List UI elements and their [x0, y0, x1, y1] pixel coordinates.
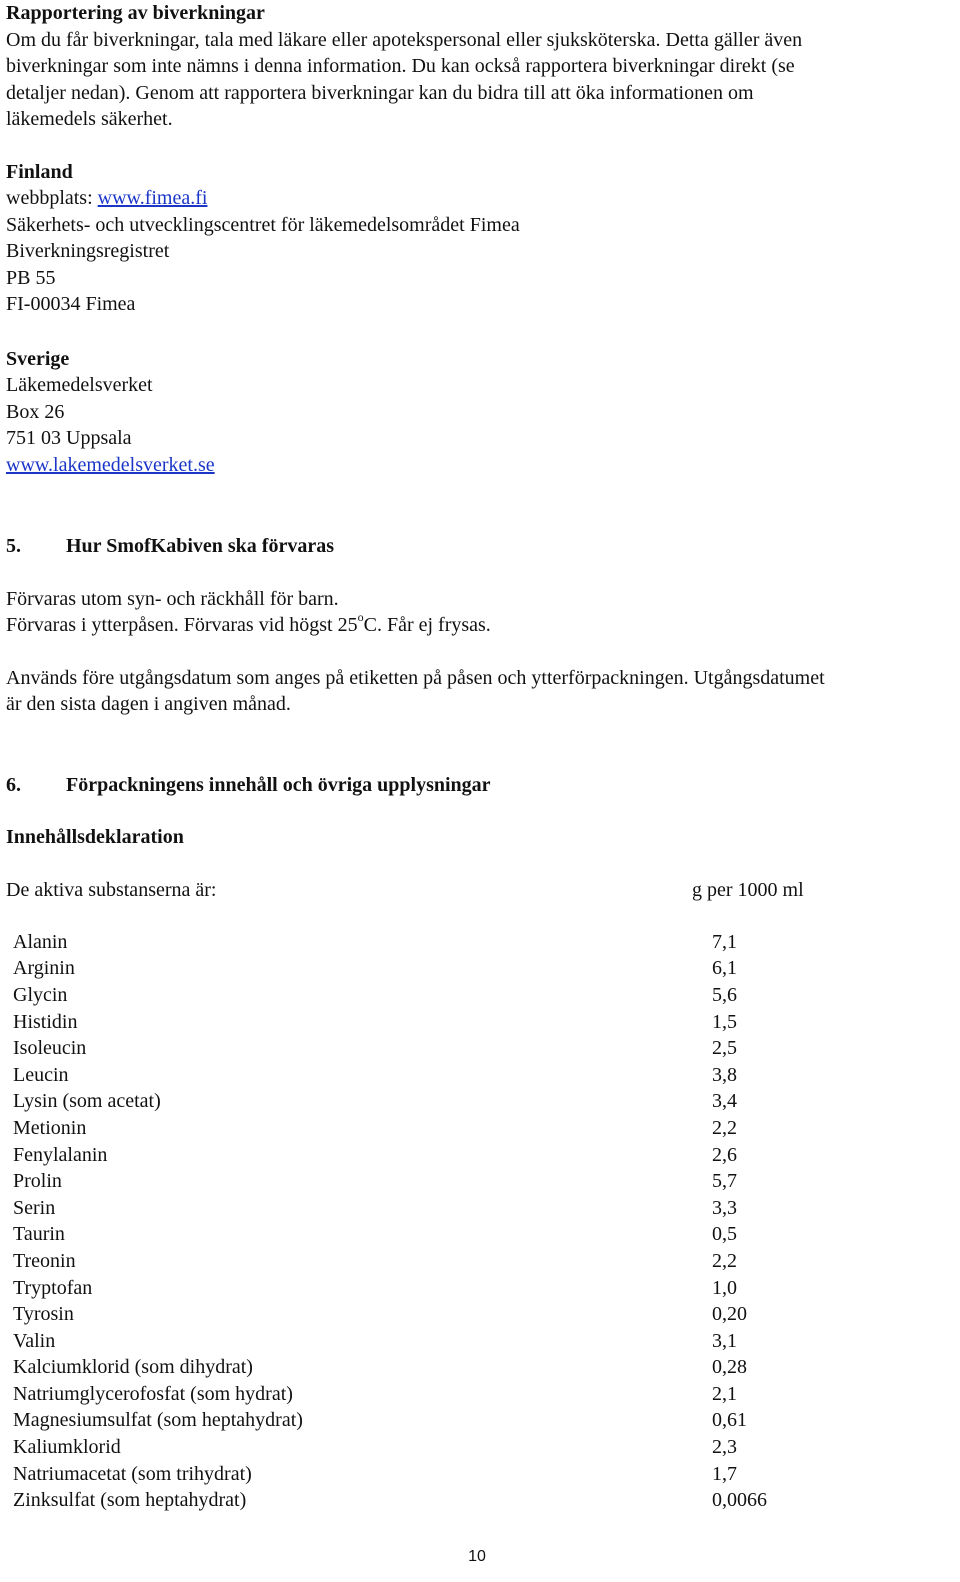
substance-value: 1,0: [712, 1276, 737, 1299]
active-substances-label: De aktiva substanserna är:: [6, 878, 217, 901]
report-line-4: läkemedels säkerhet.: [6, 108, 173, 130]
table-row: [13, 1035, 832, 1062]
section-5-heading: [6, 533, 954, 560]
table-row: [13, 1089, 832, 1116]
substance-name: Serin: [13, 1196, 56, 1219]
finland-address-line: PB 55: [6, 266, 56, 289]
section-6-heading: [6, 772, 954, 799]
table-row: [13, 929, 832, 956]
sverige-address-line: 751 03 Uppsala: [6, 427, 132, 449]
table-row: [13, 1355, 832, 1382]
finland-address-line: Biverkningsregistret: [6, 240, 170, 262]
table-row: [13, 1301, 832, 1328]
table-row: [13, 1142, 832, 1169]
table-row: [13, 956, 832, 983]
substance-name: Zinksulfat (som heptahydrat): [13, 1489, 247, 1512]
section-6-number: 6.: [6, 773, 21, 796]
substance-name: Kaliumklorid: [13, 1436, 121, 1459]
substance-value: 2,2: [712, 1249, 737, 1272]
lakemedelsverket-link[interactable]: www.lakemedelsverket.se: [6, 453, 215, 476]
table-row: [13, 1487, 832, 1514]
substance-value: 3,1: [712, 1329, 737, 1352]
table-row: [13, 1222, 832, 1249]
substance-value: 5,7: [712, 1170, 737, 1193]
section-5-number: 5.: [6, 535, 21, 557]
substance-name: Natriumglycerofosfat (som hydrat): [13, 1382, 293, 1405]
table-row: [13, 1115, 832, 1142]
substance-name: Metionin: [13, 1116, 87, 1139]
table-row: [13, 1195, 832, 1222]
storage-line-2: [6, 612, 954, 639]
substance-name: Histidin: [13, 1010, 78, 1033]
content-declaration-heading: Innehållsdeklaration: [6, 826, 184, 848]
report-line-1: Om du får biverkningar, tala med läkare eller apotekspersonal eller sjuksköterska. Detta gäller även: [6, 28, 803, 51]
table-row: [13, 1168, 832, 1195]
finland-address-line: Säkerhets- och utvecklingscentret för läkemedelsområdet Fimea: [6, 213, 520, 236]
report-line-2: biverkningar som inte nämns i denna information. Du kan också rapportera biverkningar direkt (se: [6, 55, 795, 77]
substance-value: 7,1: [712, 930, 737, 953]
substance-value: 3,8: [712, 1063, 737, 1086]
table-row: [13, 1328, 832, 1355]
sverige-address-line: Läkemedelsverket: [6, 374, 153, 396]
substance-name: Valin: [13, 1329, 56, 1352]
table-row: [13, 1009, 832, 1036]
degree-sup: o: [357, 610, 364, 625]
substance-value: 2,6: [712, 1143, 737, 1166]
finland-heading: Finland: [6, 160, 73, 183]
substance-value: 0,5: [712, 1223, 737, 1246]
substance-value: 0,28: [712, 1356, 747, 1379]
table-row: [13, 1461, 832, 1488]
page-number: 10: [468, 1548, 486, 1565]
substance-value: 3,4: [712, 1090, 737, 1113]
finland-website: [6, 185, 954, 212]
substances-table: [13, 929, 832, 1514]
table-row: [13, 1062, 832, 1089]
table-row: [13, 1408, 832, 1435]
substance-name: Tryptofan: [13, 1276, 93, 1299]
sverige-address-line: Box 26: [6, 400, 65, 423]
substance-value: 0,20: [712, 1303, 747, 1326]
unit-label: g per 1000 ml: [692, 878, 804, 901]
substance-name: Alanin: [13, 930, 68, 953]
substance-name: Tyrosin: [13, 1303, 74, 1326]
substance-name: Isoleucin: [13, 1037, 87, 1060]
substance-name: Treonin: [13, 1249, 76, 1272]
storage-line-1: Förvaras utom syn- och räckhåll för barn.: [6, 587, 339, 610]
substance-name: Kalciumklorid (som dihydrat): [13, 1356, 253, 1379]
expiry-line-2: är den sista dagen i angiven månad.: [6, 693, 291, 715]
substance-value: 1,7: [712, 1462, 737, 1485]
table-row: [13, 1381, 832, 1408]
finland-address-line: FI-00034 Fimea: [6, 293, 136, 315]
table-row: [13, 982, 832, 1009]
substance-name: Fenylalanin: [13, 1143, 108, 1166]
finland-website-label: webbplats:: [6, 187, 98, 209]
substance-value: 2,5: [712, 1037, 737, 1060]
substance-name: Lysin (som acetat): [13, 1090, 161, 1113]
substance-value: 3,3: [712, 1196, 737, 1219]
substance-name: Prolin: [13, 1170, 62, 1193]
sverige-heading: Sverige: [6, 347, 70, 370]
expiry-line-1: Används före utgångsdatum som anges på etiketten på påsen och ytterförpackningen. Utgångsdatumet: [6, 666, 825, 689]
substance-value: 1,5: [712, 1010, 737, 1033]
report-heading: Rapportering av biverkningar: [6, 2, 265, 24]
section-5-title: Hur SmofKabiven ska förvaras: [66, 535, 334, 557]
fimea-link[interactable]: www.fimea.fi: [97, 187, 208, 209]
table-row: [13, 1275, 832, 1302]
substance-value: 5,6: [712, 983, 737, 1006]
substance-name: Natriumacetat (som trihydrat): [13, 1462, 252, 1485]
section-6-title: Förpackningens innehåll och övriga upplysningar: [66, 773, 491, 796]
substance-value: 2,1: [712, 1382, 737, 1405]
storage-line-2-text: Förvaras i ytterpåsen. Förvaras vid högst 25: [6, 614, 358, 636]
substance-name: Leucin: [13, 1063, 69, 1086]
declaration-header-row: [6, 877, 954, 904]
substance-name: Magnesiumsulfat (som heptahydrat): [13, 1409, 303, 1432]
substance-value: 2,2: [712, 1116, 737, 1139]
table-row: [13, 1434, 832, 1461]
substance-name: Taurin: [13, 1223, 65, 1246]
table-row: [13, 1248, 832, 1275]
substance-name: Glycin: [13, 983, 68, 1006]
storage-line-2-tail: C. Får ej frysas.: [363, 614, 491, 636]
substance-value: 6,1: [712, 957, 737, 980]
substance-name: Arginin: [13, 957, 75, 980]
substance-value: 0,61: [712, 1409, 747, 1432]
report-line-3: detaljer nedan). Genom att rapportera biverkningar kan du bidra till att öka informationen om: [6, 81, 754, 104]
substance-value: 2,3: [712, 1436, 737, 1459]
document-page: [6, 0, 954, 1514]
substance-value: 0,0066: [712, 1489, 767, 1512]
